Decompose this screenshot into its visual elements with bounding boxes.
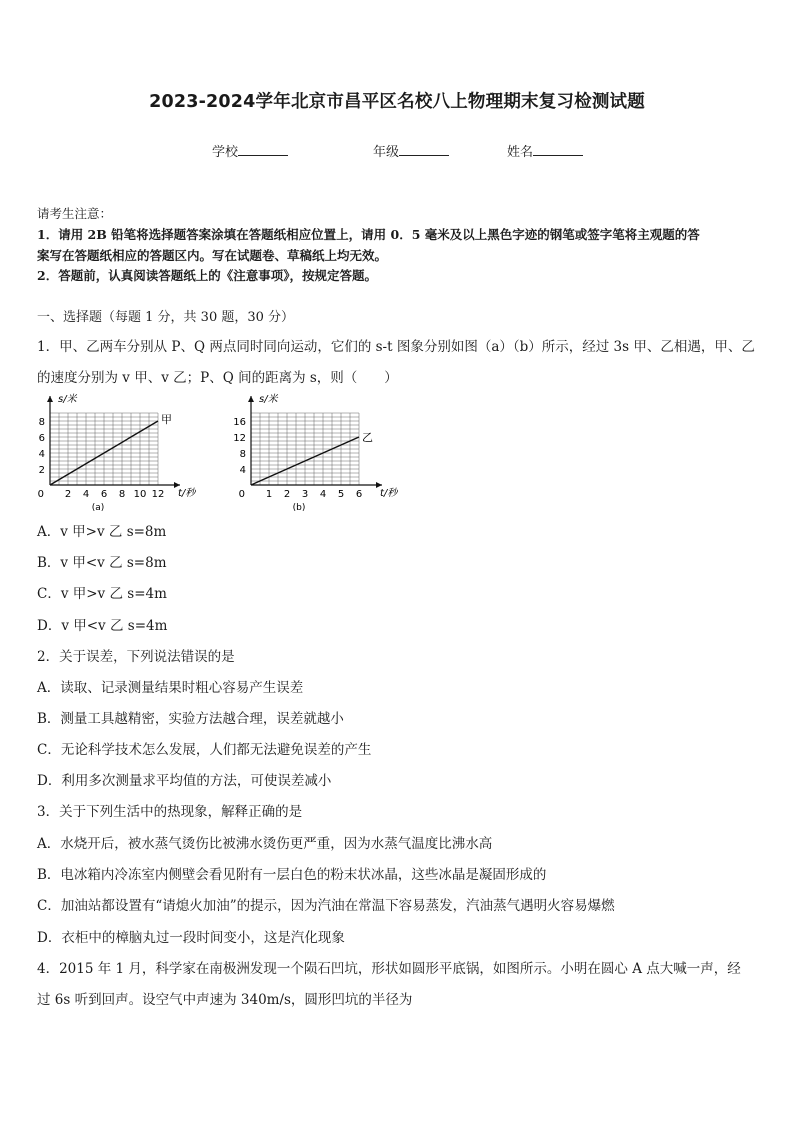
grade-blank[interactable] [399,141,449,156]
x-tick-label: 8 [118,489,126,500]
q4-line-2: 过 6s 听到回声。设空气中声速为 340m/s，圆形凹坑的半径为 [37,992,413,1008]
school-label: 学校 [212,145,239,160]
grade-label: 年级 [373,145,400,160]
y-axis-arrow [248,396,254,402]
x-tick-label: 2 [64,489,72,500]
x-axis-label: t/秒 [178,488,196,499]
x-tick-label: 1 [265,489,273,500]
q1-option-b[interactable]: B．v 甲<v 乙 s=8m [37,555,167,571]
x-tick-label: 6 [100,489,108,500]
x-tick-label: 4 [82,489,90,500]
chart-caption: (b) [292,503,306,513]
chart-a [38,393,198,513]
x-tick-label: 4 [319,489,327,500]
q2-option-b[interactable]: B．测量工具越精密，实验方法越合理，误差就越小 [37,711,344,727]
q2-option-d[interactable]: D．利用多次测量求平均值的方法，可使误差减小 [37,773,332,789]
notice-line-2: 2．答题前，认真阅读答题纸上的《注意事项》，按规定答题。 [37,268,377,283]
grade-field[interactable] [373,141,449,160]
y-tick-label: 8 [239,449,246,460]
q2-stem: 2．关于误差，下列说法错误的是 [37,649,235,665]
y-tick-label: 8 [38,417,45,428]
school-field[interactable] [212,141,288,160]
chart-b [233,393,399,513]
x-tick-label: 2 [283,489,291,500]
x-tick-label: 12 [151,489,165,500]
q2-option-c[interactable]: C．无论科学技术怎么发展，人们都无法避免误差的产生 [37,742,372,758]
name-field[interactable] [507,141,583,160]
y-axis-label: s/米 [58,394,77,405]
q3-stem: 3．关于下列生活中的热现象，解释正确的是 [37,804,303,820]
y-axis-arrow [47,396,53,402]
page-title: 2023-2024学年北京市昌平区名校八上物理期末复习检测试题 [149,92,645,112]
school-blank[interactable] [238,141,288,156]
x-tick-label: 6 [355,489,363,500]
q4-line-1: 4．2015 年 1 月，科学家在南极洲发现一个陨石凹坑，形状如圆形平底锅，如图所示。小明在圆心 A 点大喊一声，经 [37,961,741,977]
q1-line-2: 的速度分别为 v 甲、v 乙；P、Q 间的距离为 s，则（ ） [37,370,398,386]
chart-caption: (a) [91,503,105,513]
y-tick-label: 12 [233,433,246,444]
section-heading: 一、选择题（每题 1 分，共 30 题，30 分） [37,310,295,325]
name-label: 姓名 [507,145,534,160]
y-tick-label: 16 [233,417,246,428]
x-tick-label: 0 [37,489,44,500]
series-label: 甲 [161,413,172,426]
series-label: 乙 [362,431,373,444]
notice-line-1b: 案写在答题纸相应的答题区内。写在试题卷、草稿纸上均无效。 [37,248,388,263]
x-axis-label: t/秒 [380,488,398,499]
notice-line-1a: 1．请用 2B 铅笔将选择题答案涂填在答题纸相应位置上，请用 0．5 毫米及以上黑色字迹的钢笔或签字笔将主观题的答 [37,227,700,242]
q3-option-c[interactable]: C．加油站都设置有“请熄火加油”的提示，因为汽油在常温下容易蒸发，汽油蒸气遇明火容易爆燃 [37,898,615,914]
y-tick-label: 4 [239,465,246,476]
notice-heading: 请考生注意： [37,206,113,221]
y-tick-label: 6 [38,433,45,444]
y-tick-label: 4 [38,449,45,460]
q1-line-1: 1．甲、乙两车分别从 P、Q 两点同时同向运动，它们的 s-t 图象分别如图（a）（b）所示，经过 3s 甲、乙相遇，甲、乙 [37,339,755,355]
q1-option-c[interactable]: C．v 甲>v 乙 s=4m [37,586,167,602]
q3-option-b[interactable]: B．电冰箱内冷冻室内侧壁会看见附有一层白色的粉末状冰晶，这些冰晶是凝固形成的 [37,867,547,883]
q3-option-d[interactable]: D．衣柜中的樟脑丸过一段时间变小，这是汽化现象 [37,930,345,946]
x-tick-label: 5 [337,489,345,500]
x-tick-label: 0 [238,489,245,500]
y-axis-label: s/米 [259,394,278,405]
q1-figure [30,388,410,513]
q3-option-a[interactable]: A．水烧开后，被水蒸气烫伤比被沸水烫伤更严重，因为水蒸气温度比沸水高 [37,836,493,852]
x-tick-label: 10 [133,489,147,500]
q2-option-a[interactable]: A．读取、记录测量结果时粗心容易产生误差 [37,680,304,696]
q1-option-a[interactable]: A．v 甲>v 乙 s=8m [37,524,167,540]
name-blank[interactable] [533,141,583,156]
x-tick-label: 3 [301,489,309,500]
y-tick-label: 2 [38,465,45,476]
q1-option-d[interactable]: D．v 甲<v 乙 s=4m [37,618,168,634]
